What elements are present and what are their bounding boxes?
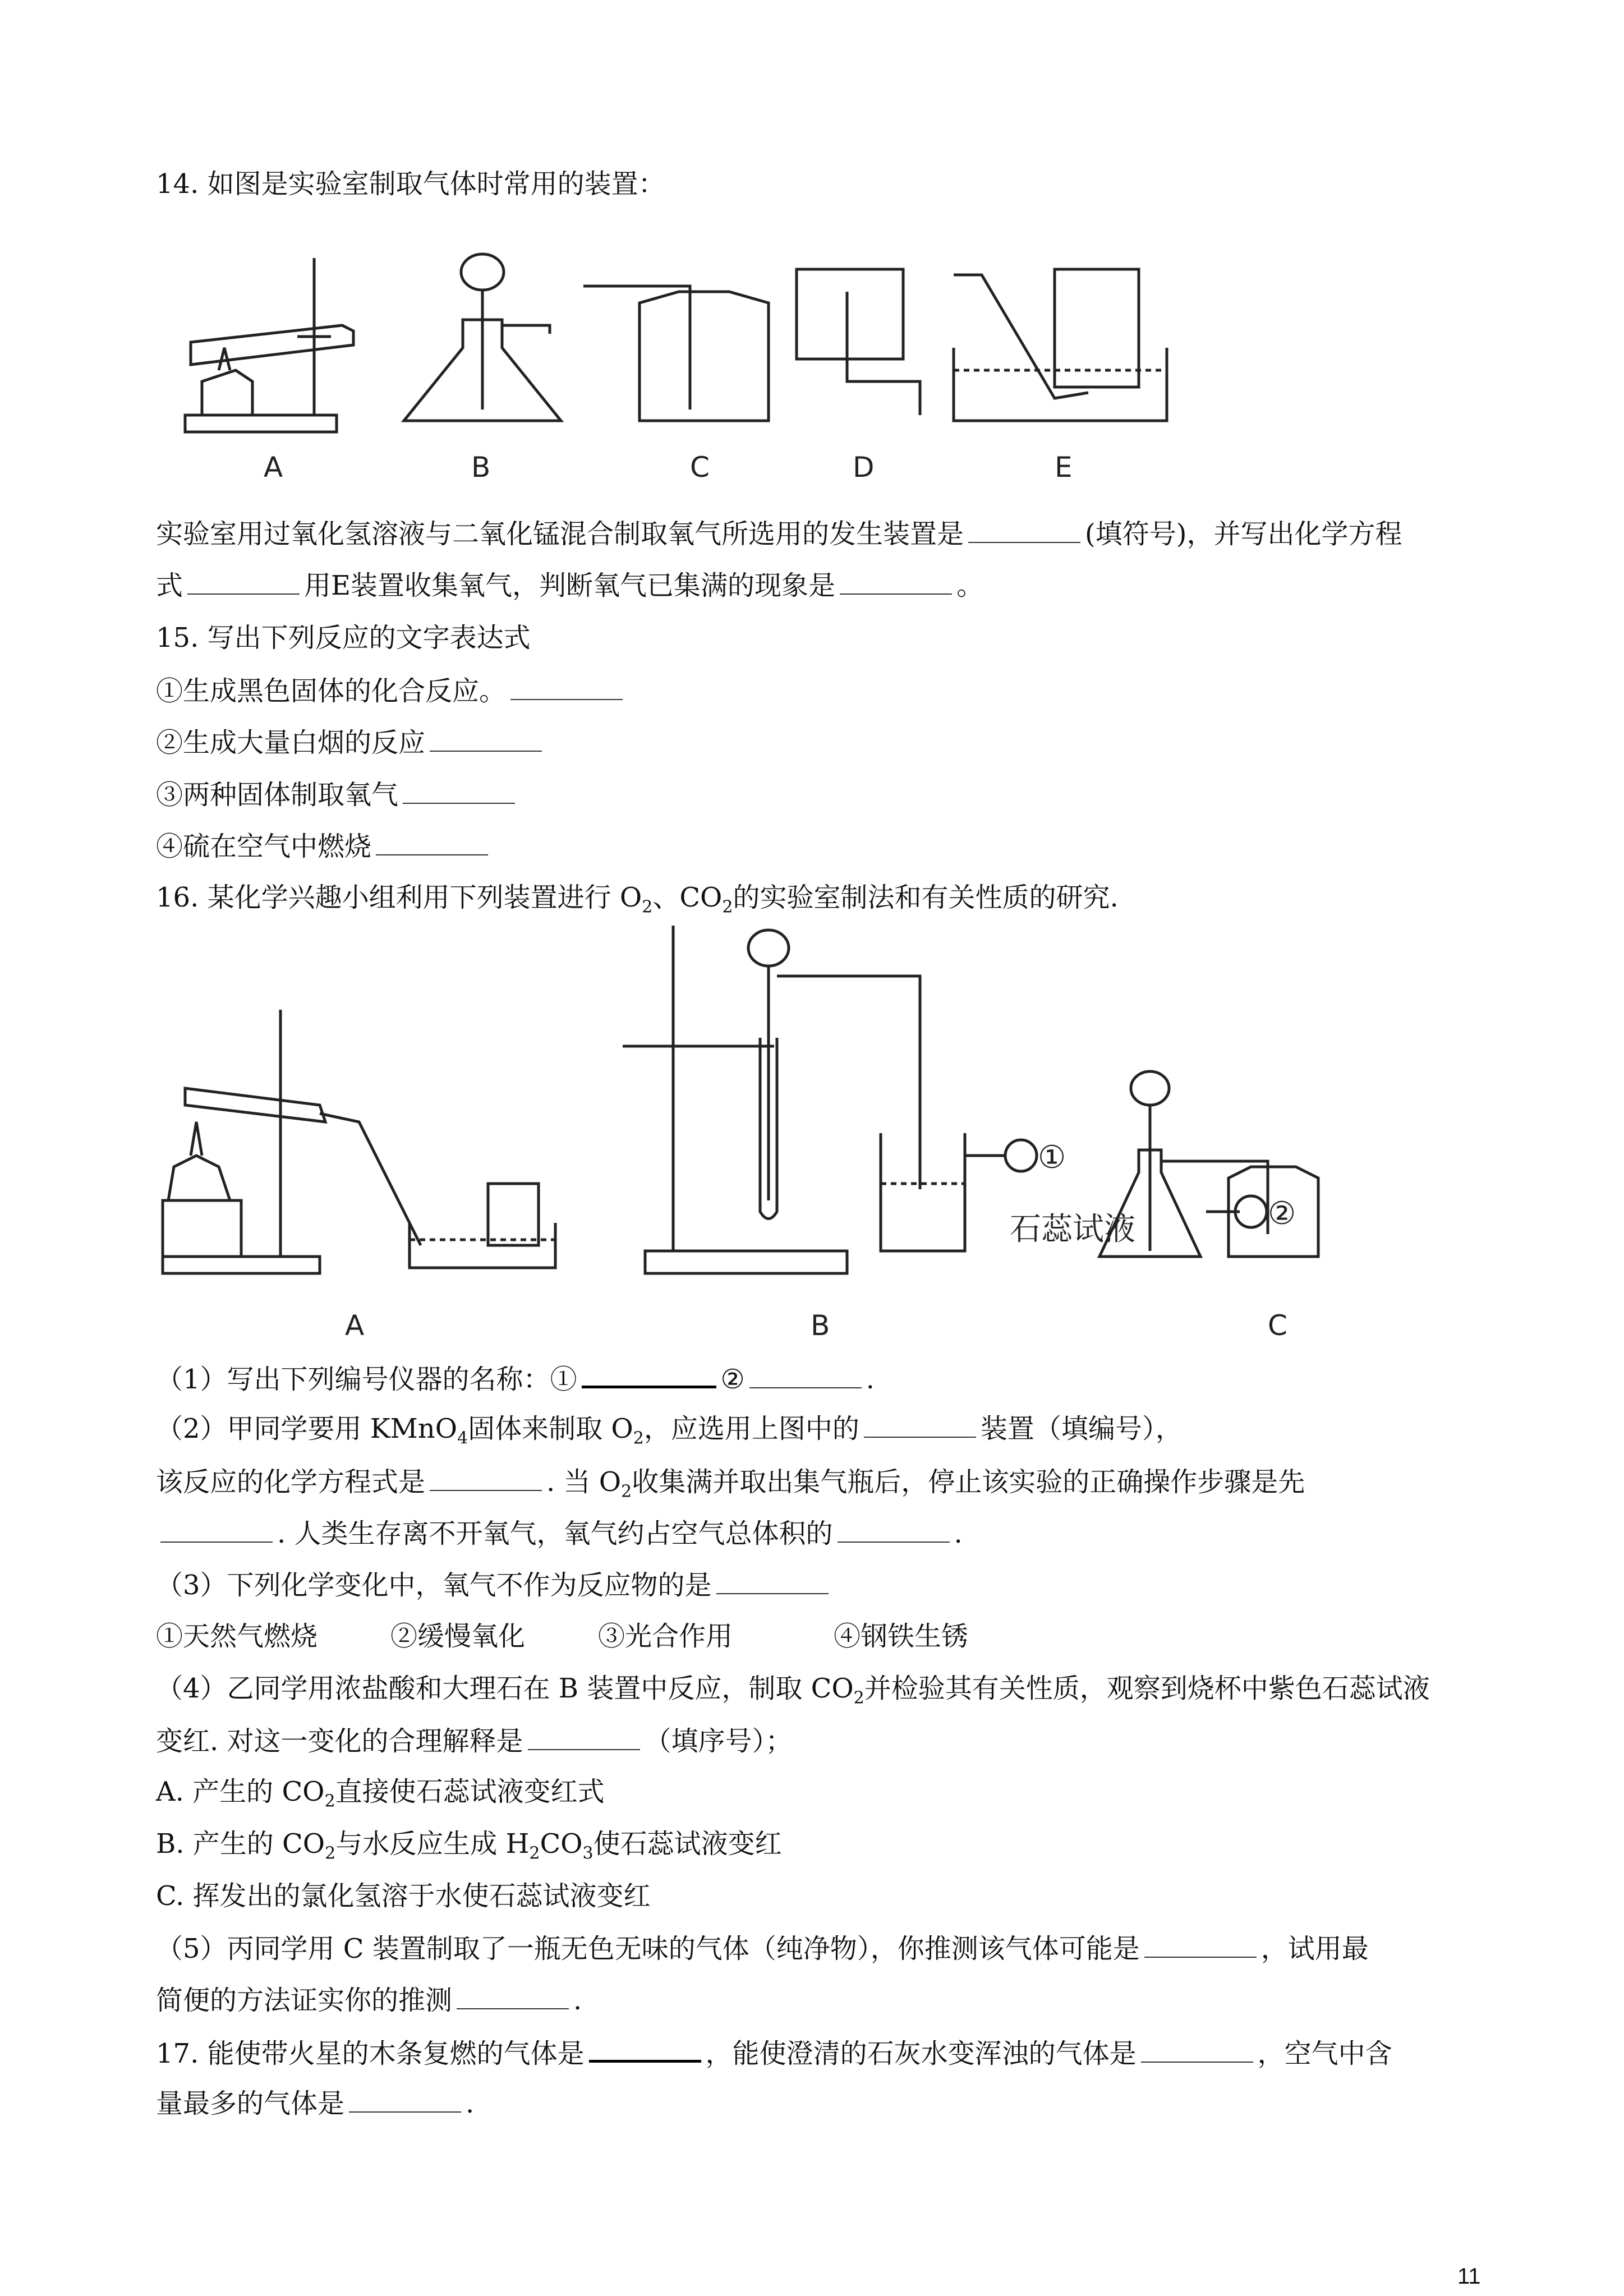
- q16-part2-line1: （2）甲同学要用 KMnO$_4$固体来制取 $O_2$，应选用上图中的 装置（填编号），: [156, 1410, 1183, 1457]
- q16-title: 16. 某化学兴趣小组利用下列装置进行 $O_2$、$CO_2$的实验室制法和有关性质的研究.: [156, 882, 1119, 917]
- q16-part3: （3）下列化学变化中，氧气不作为反应物的是: [156, 1566, 833, 1603]
- q15-item-1: ①生成黑色固体的化合反应。: [156, 672, 627, 709]
- q16-apparatus-figure: [151, 920, 1414, 1346]
- blank[interactable]: [403, 776, 515, 804]
- q14-title: 14. 如图是实验室制取气体时常用的装置：: [156, 168, 665, 200]
- blank[interactable]: [457, 1981, 569, 2009]
- q16-part1: （1）写出下列编号仪器的名称：① ② .: [156, 1359, 875, 1397]
- q14-label-c: C: [690, 451, 710, 482]
- q16-part5-line2: 简便的方法证实你的推测 .: [156, 1981, 582, 2018]
- q14-apparatus-figure: [168, 247, 1234, 482]
- blank[interactable]: [376, 827, 488, 855]
- blank[interactable]: [160, 1515, 273, 1543]
- q14-label-d: D: [853, 451, 875, 482]
- q16-label-a: A: [345, 1309, 365, 1342]
- q15-item-4: ④硫在空气中燃烧: [156, 827, 493, 864]
- q16-annot-litmus: 石蕊试液: [1010, 1211, 1135, 1248]
- q16-option-c: C. 挥发出的氯化氢溶于水使石蕊试液变红: [156, 1880, 651, 1912]
- q15-item-2: ②生成大量白烟的反应: [156, 724, 546, 761]
- q16-option-b: B. 产生的 $CO_2$与水反应生成 $H_2CO_3$使石蕊试液变红: [156, 1828, 782, 1864]
- blank[interactable]: [510, 672, 623, 700]
- blank[interactable]: [1141, 2035, 1253, 2063]
- blank[interactable]: [840, 567, 952, 595]
- q16-part2-line3: . 人类生存离不开氧气，氧气约占空气总体积的 .: [156, 1515, 963, 1552]
- q16-part4-line2: 变红. 对这一变化的合理解释是 （填序号）；: [156, 1722, 793, 1759]
- q16-label-b: B: [811, 1309, 830, 1342]
- blank[interactable]: [430, 1463, 542, 1491]
- q16-part5-line1: （5）丙同学用 C 装置制取了一瓶无色无味的气体（纯净物），你推测该气体可能是 ，试用最: [156, 1930, 1369, 1967]
- blank[interactable]: [864, 1410, 976, 1438]
- blank[interactable]: [749, 1360, 862, 1388]
- q16-annot-2: ②: [1268, 1195, 1296, 1232]
- blank[interactable]: [582, 1359, 716, 1388]
- blank[interactable]: [349, 2085, 461, 2113]
- blank[interactable]: [589, 2033, 701, 2063]
- q14-label-b: B: [471, 451, 491, 482]
- q17-line1: 17. 能使带火星的木条复燃的气体是 ，能使澄清的石灰水变浑浊的气体是 ，空气中含: [156, 2033, 1392, 2072]
- q16-part4-line1: （4）乙同学用浓盐酸和大理石在 B 装置中反应，制取 $CO_2$并检验其有关性质，观察到烧杯中紫色石蕊试液: [156, 1673, 1430, 1708]
- blank[interactable]: [716, 1566, 829, 1594]
- page-number: 11: [1457, 2264, 1481, 2289]
- blank[interactable]: [187, 567, 300, 595]
- blank[interactable]: [968, 515, 1080, 543]
- q14-line1: 实验室用过氧化氢溶液与二氧化锰混合制取氧气所选用的发生装置是 (填符号)，并写出化学方程: [156, 515, 1402, 552]
- q16-part2-line2: 该反应的化学方程式是 . 当 $O_2$收集满并取出集气瓶后，停止该实验的正确操作步骤是先: [156, 1463, 1305, 1510]
- q15-item-3: ③两种固体制取氧气: [156, 776, 519, 813]
- q16-label-c: C: [1268, 1309, 1287, 1342]
- blank[interactable]: [528, 1722, 640, 1750]
- blank[interactable]: [838, 1515, 950, 1543]
- q16-part3-options: ①天然气燃烧 ②缓慢氧化 ③光合作用 ④钢铁生锈: [156, 1621, 969, 1652]
- q14-line2: 式 用E装置收集氧气，判断氧气已集满的现象是 。: [156, 567, 983, 604]
- q16-option-a: A. 产生的 $CO_2$直接使石蕊试液变红式: [156, 1776, 605, 1811]
- q17-line2: 量最多的气体是 .: [156, 2085, 474, 2122]
- q15-title: 15. 写出下列反应的文字表达式: [156, 622, 531, 654]
- blank[interactable]: [430, 724, 542, 752]
- q14-label-e: E: [1055, 451, 1073, 482]
- q14-label-a: A: [264, 451, 283, 482]
- q16-annot-1: ①: [1038, 1139, 1066, 1176]
- blank[interactable]: [1144, 1930, 1257, 1958]
